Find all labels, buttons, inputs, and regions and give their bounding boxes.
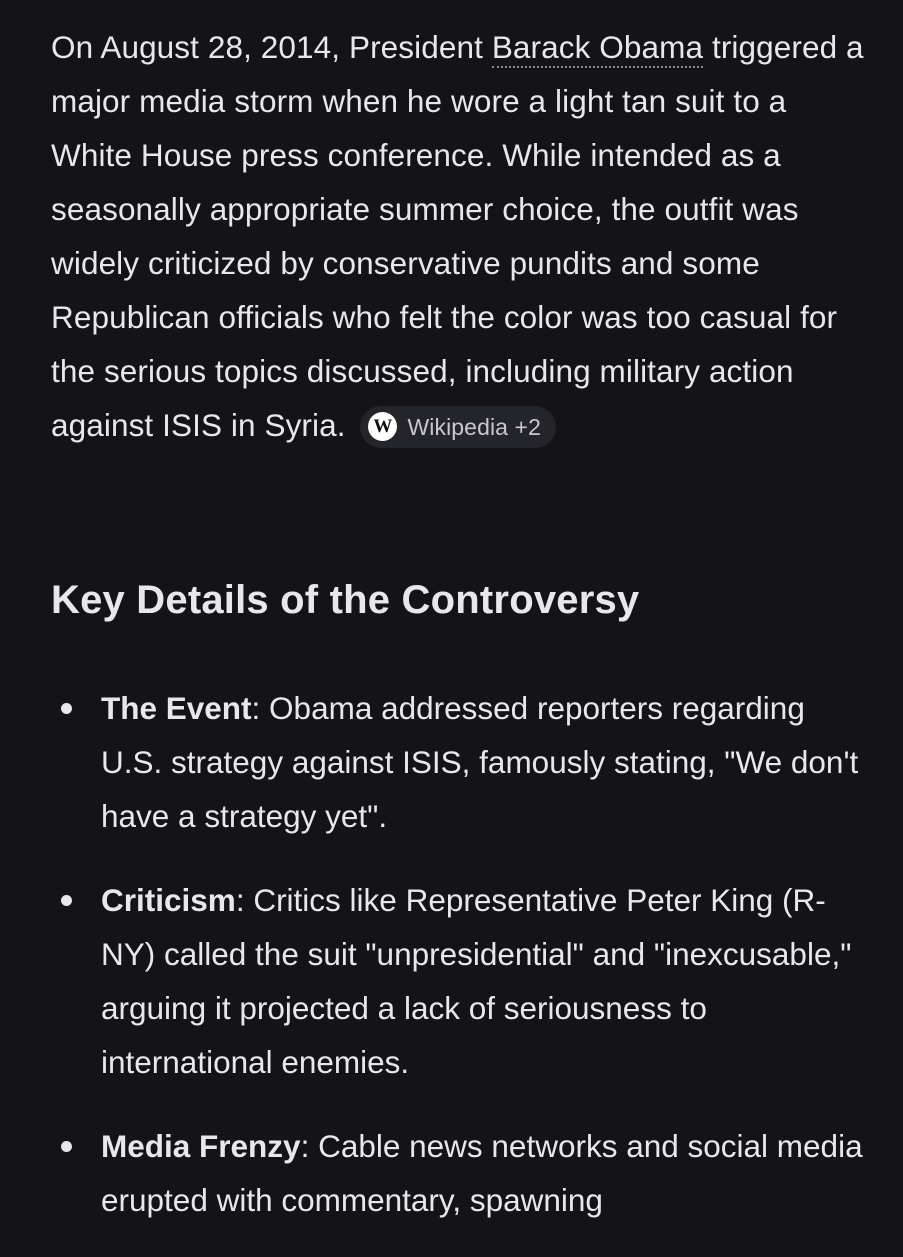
list-item bbox=[51, 873, 871, 1089]
bullet-icon bbox=[61, 1141, 72, 1152]
section-heading: Key Details of the Controversy bbox=[51, 578, 640, 622]
barack-obama-link[interactable]: Barack Obama bbox=[492, 29, 703, 68]
intro-text-before: On August 28, 2014, President bbox=[51, 29, 492, 65]
answer-content bbox=[51, 20, 871, 1218]
bullet-term: Media Frenzy bbox=[101, 1128, 301, 1164]
list-item bbox=[51, 1119, 871, 1227]
source-chip[interactable] bbox=[360, 406, 556, 448]
source-chip-label: Wikipedia +2 bbox=[407, 413, 541, 440]
list-item bbox=[51, 681, 871, 843]
bullet-icon bbox=[61, 703, 72, 714]
intro-paragraph bbox=[51, 20, 871, 452]
bullet-term: Criticism bbox=[101, 882, 236, 918]
wikipedia-icon: W bbox=[368, 412, 397, 441]
bullet-text: : Obama addressed reporters regarding U.S. strategy against ISIS, famously stating, "We don't have a strategy yet". bbox=[101, 690, 859, 834]
intro-text-after: triggered a major media storm when he wore a light tan suit to a White House press conference. While intended as a seasonally appropriate summer choice, the outfit was widely criticized by conservative pundits and some Republican officials who felt the color was too casual for the serious topics discussed, including military action against ISIS in Syria. bbox=[51, 29, 864, 443]
bullet-text: : Cable news networks and social media erupted with commentary, spawning bbox=[101, 1128, 863, 1218]
bullet-term: The Event bbox=[101, 690, 252, 726]
bullet-icon bbox=[61, 895, 72, 906]
bullet-text: : Critics like Representative Peter King (R-NY) called the suit "unpresidential" and "inexcusable," arguing it projected a lack of seriousness to international enemies. bbox=[101, 882, 852, 1080]
details-list bbox=[51, 681, 871, 1257]
